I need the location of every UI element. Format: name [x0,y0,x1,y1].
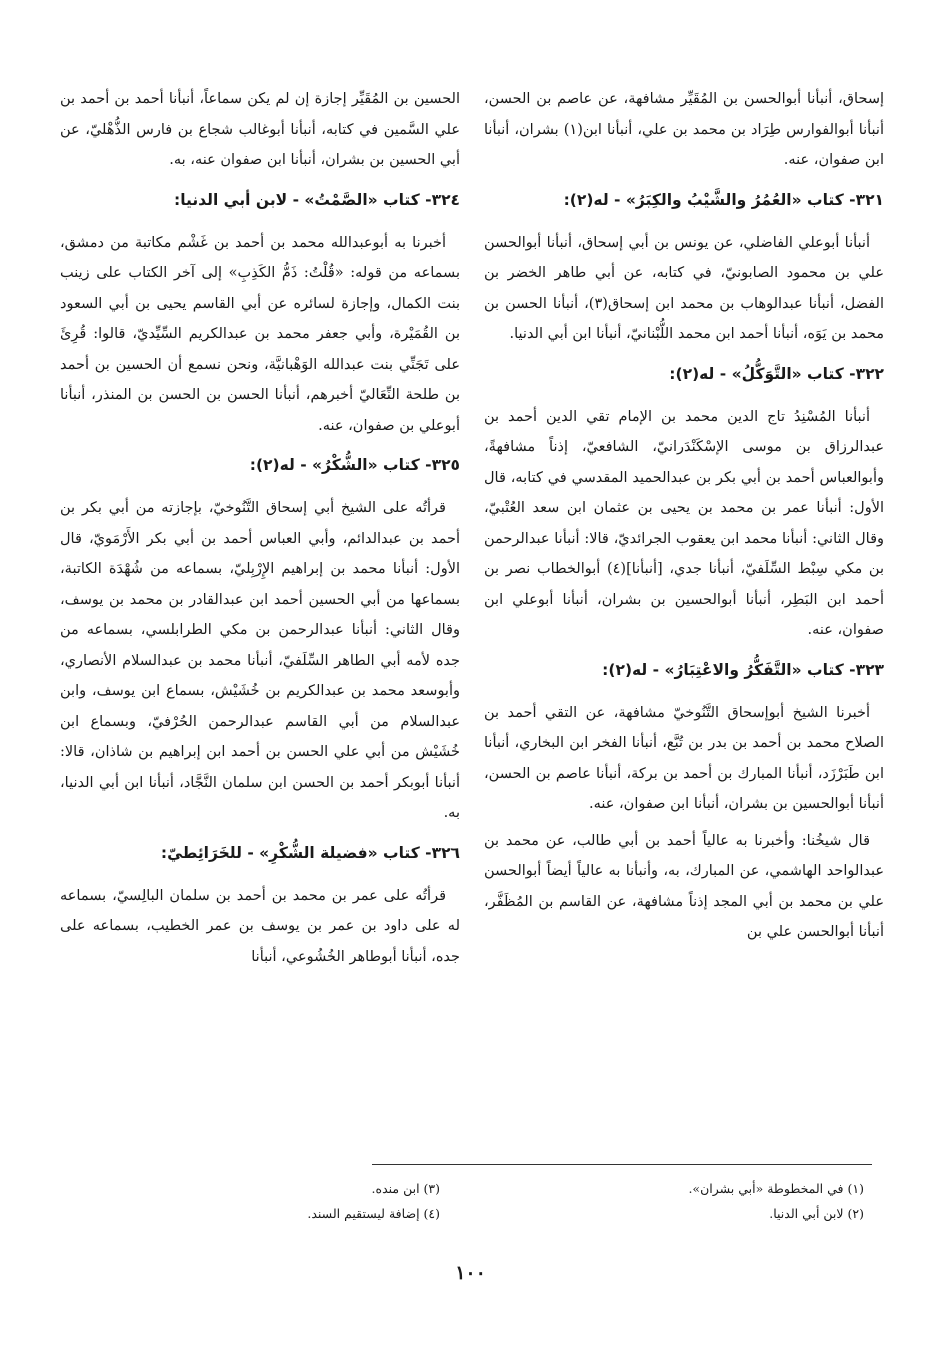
paragraph-323-continued: قال شيخُنا: وأخبرنا به عالياً أحمد بن أبي طالب، عن محمد بن عبدالواحد الهاشمي، عن المبارك، به، وأنبأنا به عالياً أيضاً أبوالحسن علي بن محمد بن أبي المجد إذناً مشافهة، عن القاسم بن المُظَفَّر، أنبأنا أبوالحسن علي بن [484,832,884,940]
footnote-3: (٣) ابن منده. [371,1181,440,1196]
paragraph-322: أنبأنا المُسْنِدُ تاج الدين محمد بن الإمام تقي الدين أحمد بن عبدالرزاق بن موسى الإسْكَنْدَرانيّ، الشافعيّ، إذناً مشافهةً، وأبوالعباس أحمد بن أبي بكر بن عبدالحميد المقدسي في كتابه، قال الأول: أنبأنا عمر بن محمد بن يحيى بن عثمان ابن سعد العُتْبيّ، وقال الثاني: أنبأنا محمد ابن يعقوب الجرائديّ، قالا: أنبأنا عبدالرحمن بن مكي سِبْط السِّلَفيّ، أنبأنا جدي، [أنبأنا](٤) أبوالخطاب نصر بن أحمد ابن البَطِر، أنبأنا أبوالحسين بن بشران، أنبأنا أبوعلي ابن صفوان، عنه. [484,408,884,638]
footnote-divider [372,1164,872,1165]
section-heading-322: ٣٢٢- كتاب «التَّوَكُّلُ» - له(٢): [669,364,884,383]
section-heading-326: ٣٢٦- كتاب «فضيلة الشُّكْرِ» - للخَرَائِطيّ: [160,843,460,862]
paragraph-323: أخبرنا الشيخ أبوإسحاق التَّنُوخيّ مشافهة، عن التقي أحمد بن الصلاح محمد بن أحمد بن بدر بن تُبَّع، أنبأنا الفخر ابن البخاري، أنبأنا ابن طَبَرْزَد، أنبأنا المبارك بن أحمد بن بركة، أنبأنا عاصم بن الحسن، أنبأنا أبوالحسين بن بشران، أنبأنا ابن صفوان، عنه. [484,704,884,812]
footnotes-right [484,1176,864,1226]
footnote-2: (٢) لابن أبي الدنيا. [769,1206,864,1221]
footnotes-left [60,1176,440,1226]
paragraph-324: أخبرنا به أبوعبدالله محمد بن أحمد بن غَشْم مكاتبة من دمشق، بسماعه من قوله: «قُلْتُ: ذَمُّ الكَذِبِ» إلى آخر الكتاب على زينب بنت الكمال، وإجازة لسائره عن أبي القاسم يحيى بن أبي السعود بن القُمَيْرة، وأبي جعفر محمد بن عبدالكريم السِّيِّديّ، قالوا: قُرِئَ على تَجَنِّي بنت عبدالله الوَهْبانيَّة، ونحن نسمع أن الحسين بن أحمد بن طلحة النِّعَاليّ أخبرهم، أنبأنا الحسن بن الحسن بن المنذر، أنبأنا أبوعلي بن صفوان، عنه. [60,234,460,434]
paragraph-continuation: إسحاق، أنبأنا أبوالحسن بن المُقَيِّر مشافهة، عن عاصم بن الحسن، أنبأنا أبوالفوارس طِرَاد بن محمد بن علي، أنبأنا ابن(١) بشران، أنبأنا ابن صفوان، عنه. [484,91,884,168]
section-heading-325: ٣٢٥- كتاب «الشُّكْرُ» - له(٢): [249,456,460,474]
left-column [60,84,460,978]
footnote-4: (٤) إضافة ليستقيم السند. [307,1206,440,1221]
paragraph-321: أنبأنا أبوعلي الفاضلي، عن يونس بن أبي إسحاق، أنبأنا أبوالحسن علي بن محمود الصابونيّ، في كتابه، عن أبي طاهر الخضر بن الفضل، أنبأنا عبدالوهاب بن محمد ابن إسحاق(٣)، أنبأنا الحسن بن محمد بن يَوَه، أنبأنا أحمد ابن محمد اللُّبْنانيّ، أنبأنا ابن أبي الدنيا. [484,234,884,342]
right-column [484,84,884,954]
section-heading-324: ٣٢٤- كتاب «الصَّمْتُ» - لابن أبي الدنيا: [174,190,460,209]
page-number: ١٠٠ [455,1262,486,1284]
section-heading-323: ٣٢٣- كتاب «التَّفَكُّرُ والاعْتِبَارُ» - له(٢): [602,660,884,679]
section-heading-321: ٣٢١- كتاب «العُمُرُ والشَّيْبُ والكِبَرُ» - له(٢): [563,190,884,209]
paragraph-326: قرأتُه على عمر بن محمد بن أحمد بن سلمان البالِسيّ، بسماعه له على داود بن عمر بن يوسف بن عمر الخطيب، بسماعه على جده، أنبأنا أبوطاهر الخُشُوعي، أنبأنا [60,887,460,965]
paragraph-325: قرأتُه على الشيخ أبي إسحاق التَّنُوخيّ، بإجازته من أبي بكر بن أحمد بن عبدالدائم، وأبي العباس أحمد بن أبي بكر الأَرْمَويّ، قال الأول: أنبأنا محمد بن إبراهيم الإِرْبِليّ، بسماعه من شُهْدَة الكاتبة، بسماعها من أبي الحسين أحمد ابن عبدالقادر بن محمد بن يوسف، وقال الثاني: أنبأنا عبدالرحمن بن مكي الطرابلسي، بسماعه من جده لأمه أبي الطاهر السِّلَفيّ، أنبأنا محمد بن عبدالسلام الأنصاري، وأبوسعد محمد بن عبدالكريم بن خُشَيْش، بسماع ابن يوسف، وابن عبدالسلام من أبي القاسم عبدالرحمن الحُرْفيّ، وبسماع ابن خُشَيْش من أبي علي الحسن بن أحمد ابن إبراهيم بن شاذان، قالا: أنبأنا أبوبكر أحمد بن الحسن ابن سلمان النَّجَّاد، أنبأنا ابن أبي الدنيا، به. [60,500,460,821]
paragraph-continuation-left: الحسين بن المُقَيِّر إجازة إن لم يكن سماعاً، أنبأنا أحمد بن أحمد بن علي السَّمين في كتابه، أنبأنا أبوغالب شجاع بن فارس الذُّهْليّ، عن أبي الحسين بن بشران، أنبأنا ابن صفوان عنه، به. [60,91,460,168]
footnote-1: (١) في المخطوطة «أبي بشران». [688,1181,864,1196]
